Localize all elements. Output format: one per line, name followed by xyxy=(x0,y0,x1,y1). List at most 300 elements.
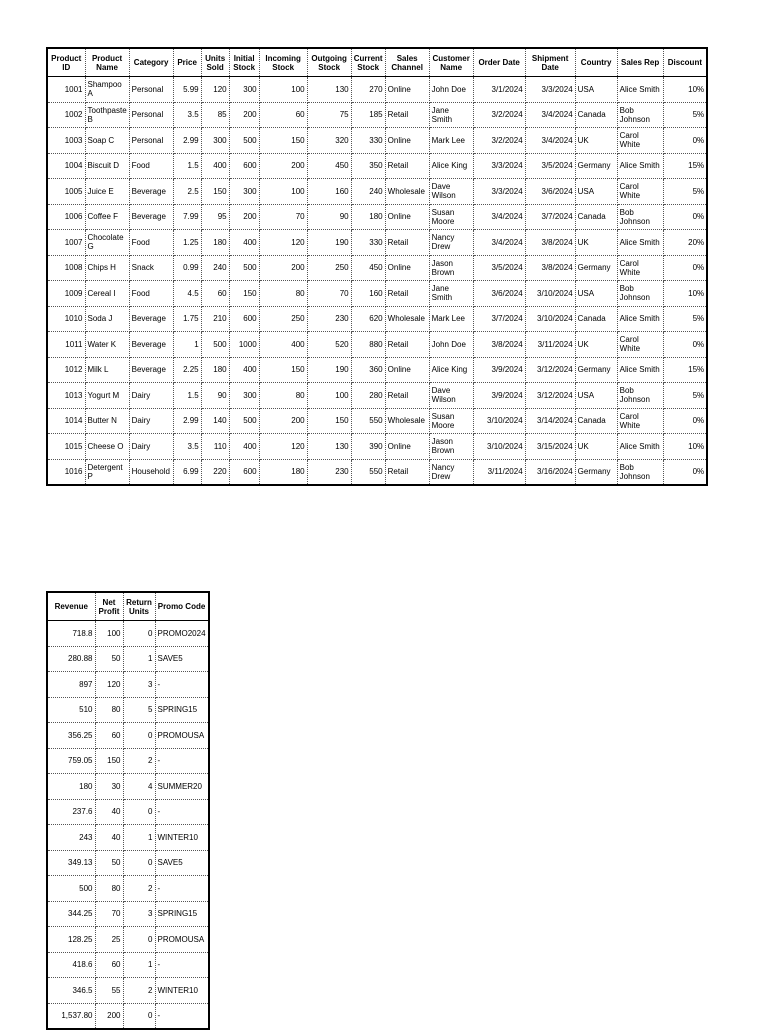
table-cell: 2 xyxy=(123,978,155,1004)
table-cell: Retail xyxy=(385,153,429,179)
table-cell: 250 xyxy=(259,306,307,332)
table-cell: Carol White xyxy=(617,408,663,434)
table-row xyxy=(47,306,707,332)
table-cell: Retail xyxy=(385,281,429,307)
table-row xyxy=(47,774,209,800)
table-cell: Dairy xyxy=(129,383,173,409)
column-header: Initial Stock xyxy=(229,48,259,77)
table-cell: 180 xyxy=(259,459,307,485)
table-cell: 300 xyxy=(201,128,229,154)
table-cell: 2.99 xyxy=(173,408,201,434)
table-cell: 600 xyxy=(229,306,259,332)
table-cell: 190 xyxy=(307,230,351,256)
table-cell: 1011 xyxy=(47,332,85,358)
table-cell: 350 xyxy=(351,153,385,179)
table-cell: 190 xyxy=(307,357,351,383)
table-cell: Germany xyxy=(575,153,617,179)
table-cell: 5% xyxy=(663,102,707,128)
table-cell: Personal xyxy=(129,102,173,128)
column-header: Units Sold xyxy=(201,48,229,77)
table-cell: Dairy xyxy=(129,408,173,434)
table-cell: - xyxy=(155,672,209,698)
table-cell: 3/4/2024 xyxy=(473,204,525,230)
table-cell: 3/9/2024 xyxy=(473,383,525,409)
table-cell: 3/6/2024 xyxy=(525,179,575,205)
table-cell: Nancy Drew xyxy=(429,459,473,485)
table-cell: Water K xyxy=(85,332,129,358)
table-cell: 718.8 xyxy=(47,621,95,647)
table-cell: 3/7/2024 xyxy=(473,306,525,332)
table-cell: 0 xyxy=(123,1003,155,1029)
table-cell: 20% xyxy=(663,230,707,256)
column-header: Product Name xyxy=(85,48,129,77)
table-row xyxy=(47,204,707,230)
table-cell: 500 xyxy=(201,332,229,358)
table-cell: UK xyxy=(575,434,617,460)
table-cell: UK xyxy=(575,332,617,358)
table-cell: 759.05 xyxy=(47,748,95,774)
table-cell: 500 xyxy=(229,255,259,281)
column-header: Country xyxy=(575,48,617,77)
table-cell: Jason Brown xyxy=(429,434,473,460)
column-header: Discount xyxy=(663,48,707,77)
table-cell: 200 xyxy=(259,255,307,281)
table-cell: PROMO2024 xyxy=(155,621,209,647)
table-cell: Online xyxy=(385,357,429,383)
table-cell: 356.25 xyxy=(47,723,95,749)
table-cell: 120 xyxy=(259,434,307,460)
table-cell: Germany xyxy=(575,255,617,281)
table-cell: 200 xyxy=(229,204,259,230)
table-cell: USA xyxy=(575,281,617,307)
table-cell: SPRING15 xyxy=(155,901,209,927)
table-row xyxy=(47,434,707,460)
table-cell: 180 xyxy=(201,357,229,383)
table-row xyxy=(47,672,209,698)
table-cell: Yogurt M xyxy=(85,383,129,409)
column-header: Outgoing Stock xyxy=(307,48,351,77)
table-cell: 1014 xyxy=(47,408,85,434)
table-cell: Mark Lee xyxy=(429,128,473,154)
table-cell: 400 xyxy=(229,230,259,256)
table-cell: 1012 xyxy=(47,357,85,383)
table-cell: - xyxy=(155,952,209,978)
table-cell: 1006 xyxy=(47,204,85,230)
table-cell: 3/3/2024 xyxy=(473,179,525,205)
table-cell: 1.25 xyxy=(173,230,201,256)
table-cell: 25 xyxy=(95,927,123,953)
table-cell: Canada xyxy=(575,408,617,434)
table-cell: 150 xyxy=(259,128,307,154)
table-cell: Online xyxy=(385,204,429,230)
table-cell: 3/14/2024 xyxy=(525,408,575,434)
table-cell: Alice Smith xyxy=(617,153,663,179)
table-cell: 450 xyxy=(307,153,351,179)
table-cell: Retail xyxy=(385,230,429,256)
table-cell: 90 xyxy=(307,204,351,230)
table-cell: 500 xyxy=(229,408,259,434)
column-header: Category xyxy=(129,48,173,77)
table-cell: 1009 xyxy=(47,281,85,307)
table-cell: 140 xyxy=(201,408,229,434)
table-row xyxy=(47,952,209,978)
table-cell: 40 xyxy=(95,825,123,851)
table-row xyxy=(47,153,707,179)
table-cell: 3.5 xyxy=(173,434,201,460)
table-row xyxy=(47,799,209,825)
table-header-row xyxy=(47,592,209,621)
table-cell: 0% xyxy=(663,128,707,154)
table-cell: 60 xyxy=(201,281,229,307)
table-cell: 2.25 xyxy=(173,357,201,383)
table-cell: 330 xyxy=(351,230,385,256)
table-row xyxy=(47,697,209,723)
table-cell: 0 xyxy=(123,927,155,953)
table-cell: Susan Moore xyxy=(429,204,473,230)
table-cell: 349.13 xyxy=(47,850,95,876)
table-cell: 0 xyxy=(123,723,155,749)
table-cell: 250 xyxy=(307,255,351,281)
table-cell: Online xyxy=(385,255,429,281)
table-cell: 230 xyxy=(307,306,351,332)
table-cell: - xyxy=(155,748,209,774)
table-cell: 3/12/2024 xyxy=(525,383,575,409)
table-cell: 3/3/2024 xyxy=(525,77,575,103)
table-cell: 3/7/2024 xyxy=(525,204,575,230)
table-cell: 2 xyxy=(123,876,155,902)
table-cell: Beverage xyxy=(129,204,173,230)
table-cell: 60 xyxy=(259,102,307,128)
table-cell: 70 xyxy=(95,901,123,927)
table-cell: 30 xyxy=(95,774,123,800)
table-cell: 550 xyxy=(351,459,385,485)
table-cell: 180 xyxy=(351,204,385,230)
table-cell: USA xyxy=(575,77,617,103)
table-cell: 0% xyxy=(692,467,705,477)
table-cell: 600 xyxy=(229,153,259,179)
table-cell: 360 xyxy=(351,357,385,383)
table-cell: Beverage xyxy=(129,306,173,332)
table-cell: 95 xyxy=(201,204,229,230)
table-row xyxy=(47,978,209,1004)
table-cell: 100 xyxy=(307,383,351,409)
table-cell: 418.6 xyxy=(47,952,95,978)
table-cell: Wholesale xyxy=(385,179,429,205)
table-cell: 2.5 xyxy=(173,179,201,205)
table-cell: 10% xyxy=(663,281,707,307)
table-row xyxy=(47,128,707,154)
table-cell: 3/11/2024 xyxy=(473,459,525,485)
table-cell: Snack xyxy=(129,255,173,281)
column-header: Net Profit xyxy=(95,592,123,621)
table-cell: Juice E xyxy=(85,179,129,205)
column-header: Product ID xyxy=(47,48,85,77)
table-cell: 60 xyxy=(95,723,123,749)
table-cell: Jane Smith xyxy=(429,102,473,128)
table-row xyxy=(47,646,209,672)
table-cell: 3/8/2024 xyxy=(525,230,575,256)
table-cell: 80 xyxy=(259,281,307,307)
table-cell: 240 xyxy=(201,255,229,281)
table-cell: 3 xyxy=(123,672,155,698)
table-cell: 110 xyxy=(201,434,229,460)
table-cell: 5% xyxy=(663,179,707,205)
table-cell: 0 xyxy=(123,850,155,876)
table-row xyxy=(47,255,707,281)
table-cell: Alice Smith xyxy=(617,77,663,103)
table-cell: 3/4/2024 xyxy=(525,102,575,128)
table-cell: UK xyxy=(575,230,617,256)
table-cell: 620 xyxy=(351,306,385,332)
table-cell: 160 xyxy=(351,281,385,307)
table-cell: 3/5/2024 xyxy=(525,153,575,179)
table-cell: Online xyxy=(385,128,429,154)
table-cell: Canada xyxy=(575,306,617,332)
table-cell: Carol White xyxy=(617,179,663,205)
table-cell: Alice Smith xyxy=(617,434,663,460)
table-cell: John Doe xyxy=(429,77,473,103)
table-cell: Alice King xyxy=(429,153,473,179)
table-cell: WINTER10 xyxy=(155,978,209,1004)
table-cell: 1005 xyxy=(47,179,85,205)
table-cell: 3/10/2024 xyxy=(473,434,525,460)
table-cell: Online xyxy=(385,77,429,103)
table-cell: 50 xyxy=(95,646,123,672)
table-cell: Bob Johnson xyxy=(617,383,663,409)
table-cell: Bob Johnson xyxy=(617,204,663,230)
table-cell: 330 xyxy=(351,128,385,154)
table-cell: 130 xyxy=(307,77,351,103)
table-cell: 3/1/2024 xyxy=(473,77,525,103)
table-cell: USA xyxy=(575,383,617,409)
table-cell: Dave Wilson xyxy=(429,179,473,205)
table-cell: 400 xyxy=(201,153,229,179)
table-cell: Bob Johnson xyxy=(617,459,663,485)
table-cell: 237.6 xyxy=(47,799,95,825)
table-cell: 210 xyxy=(201,306,229,332)
table-cell: Chocolate G xyxy=(85,230,129,256)
table-cell: SAVE5 xyxy=(155,646,209,672)
table-cell: 100 xyxy=(259,77,307,103)
table-cell: 3/4/2024 xyxy=(473,230,525,256)
table-cell: 3/10/2024 xyxy=(473,408,525,434)
table-cell: UK xyxy=(575,128,617,154)
table-cell: 1.5 xyxy=(173,153,201,179)
table-cell: Beverage xyxy=(129,332,173,358)
table-cell: Cereal I xyxy=(85,281,129,307)
table-cell: 1016 xyxy=(47,459,85,485)
table-cell: Retail xyxy=(385,102,429,128)
table-cell: 100 xyxy=(259,179,307,205)
table-row xyxy=(47,876,209,902)
table-cell: 3/5/2024 xyxy=(473,255,525,281)
table-row xyxy=(47,901,209,927)
column-header: Shipment Date xyxy=(525,48,575,77)
table-cell: 1,537.80 xyxy=(47,1003,95,1029)
table-cell: Retail xyxy=(385,332,429,358)
table-cell: 2.99 xyxy=(173,128,201,154)
revenue-table xyxy=(46,591,210,1030)
table-row xyxy=(47,383,707,409)
table-cell: 150 xyxy=(229,281,259,307)
table-cell: Online xyxy=(385,434,429,460)
table-cell: Food xyxy=(129,281,173,307)
table-cell: 3/9/2024 xyxy=(473,357,525,383)
table-cell: PROMOUSA xyxy=(155,723,209,749)
column-header: Promo Code xyxy=(155,592,209,621)
table-cell: 120 xyxy=(95,672,123,698)
table-cell: 3/16/2024 xyxy=(525,459,575,485)
table-cell: 1.75 xyxy=(173,306,201,332)
table-cell: 180 xyxy=(201,230,229,256)
table-cell: 1000 xyxy=(229,332,259,358)
table-cell: 1.5 xyxy=(173,383,201,409)
table-cell: 70 xyxy=(259,204,307,230)
table-cell: 450 xyxy=(351,255,385,281)
table-cell: Butter N xyxy=(85,408,129,434)
table-cell: Alice Smith xyxy=(617,306,663,332)
table-cell: 50 xyxy=(95,850,123,876)
table-cell: - xyxy=(155,799,209,825)
table-cell: SAVE5 xyxy=(155,850,209,876)
table-cell: SUMMER20 xyxy=(155,774,209,800)
table-cell: Retail xyxy=(385,459,429,485)
table-header-row xyxy=(47,48,707,77)
table-cell: 10% xyxy=(663,77,707,103)
table-cell: 80 xyxy=(95,697,123,723)
table-cell: Shampoo A xyxy=(85,77,129,103)
table-row xyxy=(47,408,707,434)
table-cell: 100 xyxy=(95,621,123,647)
table-cell: Beverage xyxy=(129,179,173,205)
table-cell: Personal xyxy=(129,128,173,154)
table-cell: 1015 xyxy=(47,434,85,460)
table-cell: 1 xyxy=(123,646,155,672)
table-cell: 220 xyxy=(201,459,229,485)
table-cell: 0.99 xyxy=(173,255,201,281)
table-cell: 180 xyxy=(47,774,95,800)
column-header: Incoming Stock xyxy=(259,48,307,77)
table-cell: 0% xyxy=(663,255,707,281)
table-cell: Dave Wilson xyxy=(429,383,473,409)
table-cell: Biscuit D xyxy=(85,153,129,179)
table-cell: Wholesale xyxy=(385,306,429,332)
table-cell: 55 xyxy=(95,978,123,1004)
column-header: Return Units xyxy=(123,592,155,621)
column-header: Order Date xyxy=(473,48,525,77)
table-cell: 0% xyxy=(663,332,707,358)
table-cell: Food xyxy=(129,153,173,179)
table-cell: 70 xyxy=(307,281,351,307)
table-row xyxy=(47,102,707,128)
table-cell: 150 xyxy=(259,357,307,383)
table-cell: 3/12/2024 xyxy=(525,357,575,383)
table-cell: 500 xyxy=(229,128,259,154)
table-cell: 75 xyxy=(307,102,351,128)
table-cell: 600 xyxy=(229,459,259,485)
table-cell: - xyxy=(157,1011,161,1021)
table-cell: 80 xyxy=(95,876,123,902)
table-cell: 230 xyxy=(307,459,351,485)
table-cell: SPRING15 xyxy=(155,697,209,723)
table-cell: Jason Brown xyxy=(429,255,473,281)
table-cell: 120 xyxy=(201,77,229,103)
table-cell: 510 xyxy=(47,697,95,723)
table-cell: Alice Smith xyxy=(617,230,663,256)
table-cell: 3/15/2024 xyxy=(525,434,575,460)
table-cell: 1 xyxy=(123,825,155,851)
table-cell: 1 xyxy=(123,952,155,978)
table-cell: 1004 xyxy=(47,153,85,179)
table-cell: Detergent P xyxy=(85,459,129,485)
table-cell: 897 xyxy=(47,672,95,698)
table-cell: Cheese O xyxy=(85,434,129,460)
table-cell: 300 xyxy=(229,179,259,205)
table-row xyxy=(47,825,209,851)
table-cell: 0% xyxy=(663,408,707,434)
table-cell: 5% xyxy=(663,383,707,409)
table-cell: 880 xyxy=(351,332,385,358)
table-cell: 3/3/2024 xyxy=(473,153,525,179)
table-cell: 0 xyxy=(123,799,155,825)
table-cell: Retail xyxy=(385,383,429,409)
table-cell: Nancy Drew xyxy=(429,230,473,256)
table-cell: 1010 xyxy=(47,306,85,332)
table-cell: Food xyxy=(129,230,173,256)
table-cell: 90 xyxy=(201,383,229,409)
table-cell: 15% xyxy=(663,153,707,179)
table-cell: 3/2/2024 xyxy=(473,128,525,154)
table-cell: 85 xyxy=(201,102,229,128)
table-cell: 5% xyxy=(663,306,707,332)
table-cell: 270 xyxy=(351,77,385,103)
table-cell: 200 xyxy=(259,153,307,179)
table-cell: 280 xyxy=(351,383,385,409)
table-row xyxy=(47,927,209,953)
table-cell: 1002 xyxy=(47,102,85,128)
table-cell: 280.88 xyxy=(47,646,95,672)
table-cell: 7.99 xyxy=(173,204,201,230)
table-cell: Coffee F xyxy=(85,204,129,230)
table-cell: Personal xyxy=(129,77,173,103)
table-cell: 400 xyxy=(259,332,307,358)
table-cell: 15% xyxy=(663,357,707,383)
table-cell: 3/8/2024 xyxy=(473,332,525,358)
table-cell: 6.99 xyxy=(173,459,201,485)
table-cell: Soap C xyxy=(85,128,129,154)
column-header: Current Stock xyxy=(351,48,385,77)
table-cell: Household xyxy=(129,459,173,485)
table-cell: 1013 xyxy=(47,383,85,409)
table-cell: 550 xyxy=(351,408,385,434)
table-cell: Alice King xyxy=(429,357,473,383)
table-cell: 500 xyxy=(47,876,95,902)
table-cell: 3/4/2024 xyxy=(525,128,575,154)
table-cell: 390 xyxy=(351,434,385,460)
table-cell: Toothpaste B xyxy=(85,102,129,128)
table-cell: 1008 xyxy=(47,255,85,281)
table-row xyxy=(47,332,707,358)
column-header: Customer Name xyxy=(429,48,473,77)
table-cell: 3/10/2024 xyxy=(525,281,575,307)
table-row xyxy=(47,357,707,383)
table-cell: Chips H xyxy=(85,255,129,281)
table-cell: 200 xyxy=(229,102,259,128)
table-row xyxy=(47,230,707,256)
table-cell: 240 xyxy=(351,179,385,205)
table-cell: 2 xyxy=(123,748,155,774)
table-cell: 3 xyxy=(123,901,155,927)
